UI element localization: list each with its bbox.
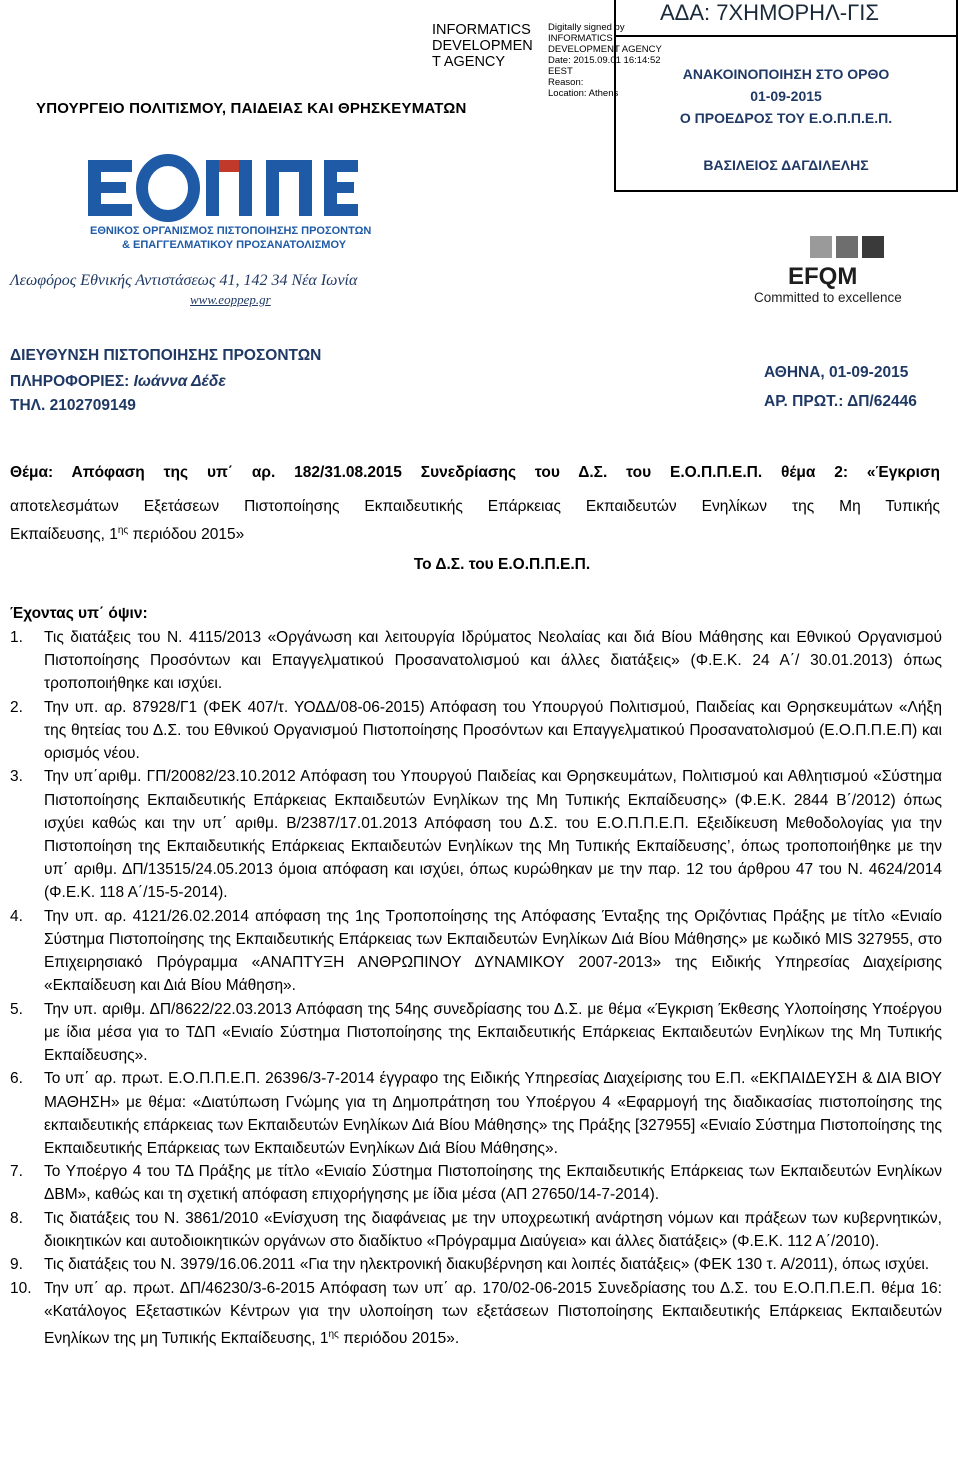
tel-label: ΤΗΛ. xyxy=(10,397,46,414)
notice-president: Ο ΠΡΟΕΔΡΟΣ ΤΟΥ Ε.Ο.Π.Π.Ε.Π. xyxy=(679,110,893,126)
protocol-line xyxy=(764,393,917,411)
logo-letter xyxy=(142,160,194,216)
list-item xyxy=(10,1253,942,1276)
info-line xyxy=(10,373,226,391)
list-text: Την υπ. αριθμ. ΔΠ/8622/22.03.2013 Απόφαση της 54ης συνεδρίασης του Δ.Σ. με θέμα «Έγκριση Έκθεσης Υλοποίησης Υποέργου με ίδια μέσα για το ΤΔΠ «Ενιαίο Σύστημα Πιστοποίησης της Εκπαιδευτικής Επάρκειας Εκπαιδευτών Ενηλίκων της Μη Τυπικής Εκπαίδευσης». xyxy=(44,1000,942,1065)
protocol-label: ΑΡ. ΠΡΩΤ.: xyxy=(764,393,844,410)
list-number: 8. xyxy=(10,1209,23,1227)
signature-detail-line: EEST xyxy=(548,66,573,77)
list-item xyxy=(10,998,942,1068)
efqm-tagline: Committed to excellence xyxy=(754,290,902,305)
considering-heading: Έχοντας υπ΄ όψιν: xyxy=(10,605,148,622)
list-number: 3. xyxy=(10,768,23,786)
place-date: ΑΘΗΝΑ, 01-09-2015 xyxy=(764,364,909,381)
list-text: Την υπ. αρ. 4121/26.02.2014 απόφαση της 1ης Τροποποίησης της Απόφασης Ένταξης της Οριζόντιας Πράξης με τίτλο «Ενιαίο Σύστημα Πιστοποίησης της Εκπαιδευτικής Επάρκειας των Εκπαιδευτών Ενηλίκων Διά Βίου Μάθησης» με κωδικό MIS 327955, στο Επιχειρησιακό Πρόγραμμα «ΑΝΑΠΤΥΞΗ ΑΝΘΡΩΠΙΝΟΥ ΔΥΝΑΜΙΚΟΥ 2007-2013» της Ειδικής Υπηρεσίας Διαχείρισης «Εκπαίδευση και Διά Βίου Μάθηση». xyxy=(44,907,942,995)
list-item xyxy=(10,905,942,998)
notice-date: 01-09-2015 xyxy=(750,88,822,104)
signature-detail-line: DEVELOPMENT AGENCY xyxy=(548,44,662,55)
efqm-square xyxy=(862,236,884,258)
logo-letter xyxy=(324,182,354,193)
address: Λεωφόρος Εθνικής Αντιστάσεως 41, 142 34 Νέα Ιωνία xyxy=(10,272,358,289)
list-number: 7. xyxy=(10,1163,23,1181)
list-item xyxy=(10,1277,942,1351)
signature-org xyxy=(432,22,544,70)
ministry-name: ΥΠΟΥΡΓΕΙΟ ΠΟΛΙΤΙΣΜΟΥ, ΠΑΙΔΕΙΑΣ ΚΑΙ ΘΡΗΣΚΕΥΜΑΤΩΝ xyxy=(36,100,467,117)
list-text: Τις διατάξεις του Ν. 3979/16.06.2011 «Για την ηλεκτρονική διακυβέρνηση και λοιπές διατάξεις» (ΦΕΚ 130 τ. Α/2011), όπως ισχύει. xyxy=(44,1256,930,1274)
logo-letter xyxy=(88,160,132,172)
list-text: Τις διατάξεις του Ν. 4115/2013 «Οργάνωση και λειτουργία Ιδρύματος Νεολαίας και διά Βίου Μάθησης και Εθνικού Οργανισμού Πιστοποίησης Προσόντων και Επαγγελματικού Προσανατολισμού και άλλες διατάξεις» (Φ.Ε.Κ. 24 Α΄/ 30.01.2013) όπως τροποποιήθηκε και ισχύει. xyxy=(44,629,942,693)
list-item xyxy=(10,1067,942,1160)
logo-letter xyxy=(88,204,132,216)
board-heading-text: Το Δ.Σ. του Ε.Ο.Π.Π.Ε.Π. xyxy=(413,556,591,573)
list-number: 9. xyxy=(10,1256,23,1274)
list-number: 2. xyxy=(10,698,23,716)
list-text: Την υπ΄ αρ. πρωτ. ΔΠ/46230/3-6-2015 Απόφαση των υπ΄ αρ. 170/02-06-2015 Συνεδρίασης του Δ.Σ. του Ε.Ο.Π.Π.Ε.Π. θέμα 16: «Κατάλογος Εξεταστικών Κέντρων για την υλοποίηση των εξετάσεων Πιστοποίησης Εκπαιδευτικής Επάρκειας Εκπαιδευτών Ενηλίκων της μη Τυπικής Εκπαίδευσης, 1 xyxy=(44,1279,942,1348)
list-item xyxy=(10,1207,942,1253)
list-item xyxy=(10,765,942,904)
signature-detail-line: INFORMATICS xyxy=(548,33,613,44)
logo-letter xyxy=(239,160,252,216)
list-text: Το υπ΄ αρ. πρωτ. Ε.Ο.Π.Π.Ε.Π. 26396/3-7-2014 έγγραφο της Ειδικής Υπηρεσίας Διαχείρισης του Ε.Π. «ΕΚΠΑΙΔΕΥΣΗ & ΔΙΑ ΒΙΟΥ ΜΑΘΗΣΗ» με θέμα: «Διατύπωση Γνώμης για τη Δημοπράτηση του Υποέργου 4 «Εφαρμογή της διαδικασίας πιστοποίησης της εκπαιδευτικής επάρκειας των Εκπαιδευτών Ενηλίκων Διά Βίου Μάθησης» της Πράξης [327955] «Ενιαίο Σύστημα Πιστοποίησης της Εκπαιδευτικής Επάρκειας των Εκπαιδευτών Ενηλίκων Διά Βίου Μάθησης». xyxy=(44,1070,942,1157)
tel-line xyxy=(10,397,136,415)
subject-line-3 xyxy=(10,519,940,546)
list-number: 1. xyxy=(10,629,23,646)
list-text: Τις διατάξεις του Ν. 3861/2010 «Ενίσχυση της διαφάνειας με την υποχρεωτική ανάρτηση νόμων και πράξεων των κυβερνητικών, διοικητικών και αυτοδιοικητικών οργάνων στο διαδίκτυο «Πρόγραμμα Διαύγεια» και άλλες διατάξεις» (Φ.Ε.Κ. 112 Α΄/2010). xyxy=(44,1209,942,1250)
signature-detail-line: Digitally signed by xyxy=(548,22,625,33)
signature-detail-line: Reason: xyxy=(548,77,584,88)
efqm-logo xyxy=(752,236,942,306)
protocol-number: ΔΠ/62446 xyxy=(847,393,917,410)
list-number: 5. xyxy=(10,1000,23,1018)
board-heading xyxy=(0,553,960,576)
subject-line-1: Θέμα: Απόφαση της υπ΄ αρ. 182/31.08.2015 Συνεδρίασης του Δ.Σ. του Ε.Ο.Π.Π.Ε.Π. θέμα 2: «Έγκριση xyxy=(10,464,940,481)
list-number: 10. xyxy=(10,1279,32,1297)
logo-letter xyxy=(299,160,312,216)
signature-detail-line: Date: 2015.09.01 16:14:52 xyxy=(548,55,661,66)
list-text: Την υπ. αρ. 87928/Γ1 (ΦΕΚ 407/τ. ΥΟΔΔ/08-06-2015) Απόφαση του Υπουργού Πολιτισμού, Παιδείας και Θρησκευμάτων «Λήξη της θητείας του Δ.Σ. του Εθνικού Οργανισμού Πιστοποίησης Προσόντων και Επαγγελματικού Προσανατολισμού (Ε.Ο.Π.Π.Ε.Π) και ορισμός νέου. xyxy=(44,698,942,763)
logo-line-1: ΕΘΝΙΚΟΣ ΟΡΓΑΝΙΣΜΟΣ ΠΙΣΤΟΠΟΙΗΣΗΣ ΠΡΟΣΟΝΤΩΝ xyxy=(90,225,372,237)
subject-line-2: αποτελεσμάτων Εξετάσεων Πιστοποίησης Εκπαιδευτικής Επάρκειας Εκπαιδευτών Ενηλίκων της Μη Τυπικής xyxy=(10,498,940,515)
list-item xyxy=(10,626,942,696)
signature-org-line: DEVELOPMEN xyxy=(432,38,533,54)
efqm-square xyxy=(836,236,858,258)
tel-number: 2102709149 xyxy=(49,397,136,414)
subject-superscript: ης xyxy=(117,525,129,536)
list-number: 6. xyxy=(10,1070,23,1088)
eoppep-logo xyxy=(80,146,380,258)
logo-letter xyxy=(206,160,219,216)
list-text-tail: περιόδου 2015». xyxy=(338,1330,460,1348)
signature-org-line: T AGENCY xyxy=(432,54,506,70)
signature-detail-line: Location: Athens xyxy=(548,88,619,99)
logo-line-2: & ΕΠΑΓΓΕΛΜΑΤΙΚΟΥ ΠΡΟΣΑΝΑΤΟΛΙΣΜΟΥ xyxy=(122,239,347,251)
ada-code: ΑΔΑ: 7ΧΗΜΟΡΗΛ-ΓΙΣ xyxy=(660,0,879,25)
subject-line-3-text: Εκπαίδευσης, 1 xyxy=(10,526,118,544)
notice-line: ΑΝΑΚΟΙΝΟΠΟΙΗΣΗ ΣΤΟ ΟΡΘΟ xyxy=(682,66,890,82)
logo-letter xyxy=(266,160,279,216)
info-label: ΠΛΗΡΟΦΟΡΙΕΣ: xyxy=(10,373,130,390)
list-number: 4. xyxy=(10,907,23,925)
logo-letter xyxy=(324,160,358,172)
efqm-mark: EFQM xyxy=(788,263,858,290)
signature-org-line: INFORMATICS xyxy=(432,22,531,38)
subject-line-3-tail: περιόδου 2015» xyxy=(128,526,245,544)
efqm-square xyxy=(810,236,832,258)
list-text: Το Υποέργο 4 του ΤΔ Πράξης με τίτλο «Ενιαίο Σύστημα Πιστοποίησης της Εκπαιδευτικής Επάρκειας των Εκπαιδευτών Ενηλίκων ΔΒΜ», καθώς και τη σχετική απόφαση επιχορήγησης με ίδια μέσα (ΑΠ 27650/14-7-2014). xyxy=(44,1163,942,1204)
list-superscript: ης xyxy=(328,1328,339,1340)
list-text: Την υπ΄αριθμ. ΓΠ/20082/23.10.2012 Απόφαση του Υπουργού Παιδείας και Θρησκευμάτων, Πολιτισμού και Αθλητισμού «Σύστημα Πιστοποίησης Εκπαιδευτικής Επάρκειας Εκπαιδευτών Ενηλίκων της Μη Τυπικής Εκπαίδευσης» (Φ.Ε.Κ. 2844 Β΄/2012) όπως ισχύει καθώς και την υπ΄ αριθμ. Β/2387/17.01.2013 Απόφαση του Δ.Σ. του Ε.Ο.Π.Π.Ε.Π. Εξειδίκευση Μεθοδολογίας για την Πιστοποίηση της Εκπαιδευτικής Επάρκειας Εκπαιδευτών Ενηλίκων της Μη Τυπικής Εκπαίδευσης’, όπως τροποποιήθηκε με την υπ΄ αριθμ. ΔΠ/13515/24.05.2013 όμοια απόφαση και ισχύει, όπως κυρώθηκαν με την παρ. 12 του άρθρου 47 του Ν. 4624/2014 (Φ.Ε.Κ. 118 Α΄/15-5-2014). xyxy=(44,768,942,902)
logo-letter xyxy=(324,204,358,216)
logo-letter xyxy=(88,182,126,193)
website-link[interactable]: www.eoppep.gr xyxy=(190,292,271,307)
considerations-list xyxy=(10,626,942,1350)
directorate: ΔΙΕΥΘΥΝΣΗ ΠΙΣΤΟΠΟΙΗΣΗΣ ΠΡΟΣΟΝΤΩΝ xyxy=(10,347,322,364)
notice-name: ΒΑΣΙΛΕΙΟΣ ΔΑΓΔΙΛΕΛΗΣ xyxy=(703,157,869,173)
info-name: Ιωάννα Δέδε xyxy=(133,373,226,390)
list-item xyxy=(10,1160,942,1206)
list-item xyxy=(10,696,942,766)
